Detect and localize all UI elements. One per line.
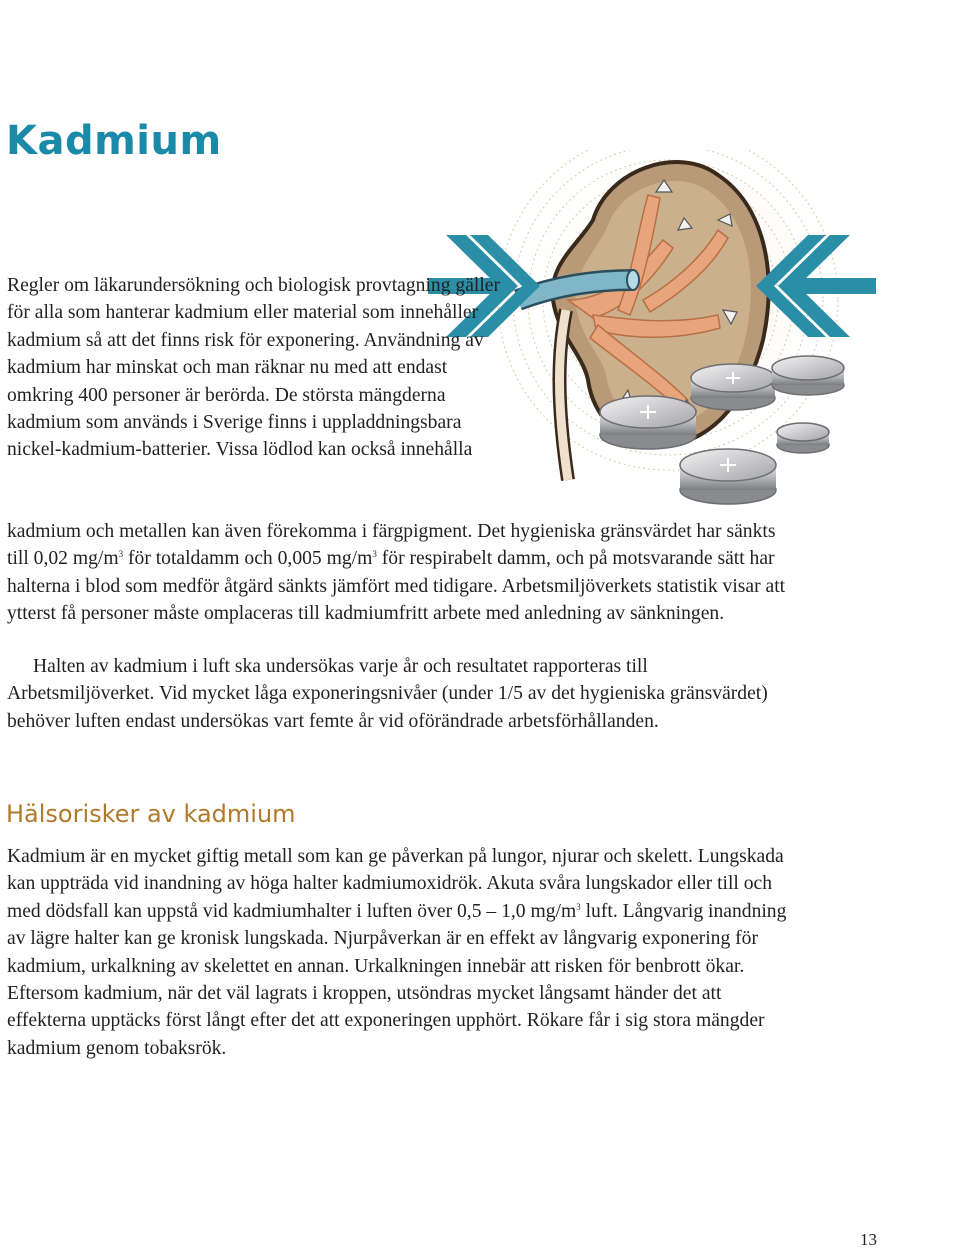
page-title: Kadmium	[6, 118, 222, 164]
page-number: 13	[860, 1230, 877, 1249]
superscript-3: 3	[576, 901, 581, 912]
paragraph-health-risks: Kadmium är en mycket giftig metall som kan ge påverkan på lungor, njurar och skelett. Lungskada kan uppträda vid inandning av höga halter kadmiumoxidrök. Akuta svåra lungskador eller till och med dödsfall kan uppstå vid kadmiumhalter i luften över 0,5 – 1,0 $mg/m^3$ luft. Långvarig inandning av lägre halter kan ge kronisk lungskada. Njurpåverkan är en effekt av långvarig exponering för kadmium, urkalkning av skelettet en annan. Urkalkningen innebär att risken för benbrott ökar. Eftersom kadmium, när det väl lagrats i kroppen, utsöndras mycket långsamt händer det att effekterna upptäcks först långt efter det att exponeringen upphört. Rökare får i sig stora mängder kadmium genom tobaksrök.	[7, 846, 787, 1059]
ureter	[560, 310, 569, 480]
intro-paragraph: Regler om läkarundersökning och biologisk provtagning gäller för alla som hanterar kadmium eller material som innehåller kadmium så att det finns risk för exponering. Användning av kadmium har minskat och man räknar nu med att endast omkring 400 personer är berörda. De största mängderna kadmium som används i Sverige finns i uppladdningsbara nickel-kadmium-batterier. Vissa lödlod kan också innehålla	[7, 275, 501, 461]
section-heading-health-risks: Hälsorisker av kadmium	[6, 800, 296, 828]
paragraph-air-monitoring: Halten av kadmium i luft ska undersökas varje år och resultatet rapporteras till Arbetsmiljöverket. Vid mycket låga exponeringsnivåer (under 1/5 av det hygieniska gränsvärdet) behöver luften endast undersökas vart femte år vid oförändrade arbetsförhållanden.	[7, 656, 768, 732]
superscript-3: 3	[372, 549, 377, 560]
paragraph-limit-values: kadmium och metallen kan även förekomma i färgpigment. Det hygieniska gränsvärdet har sänkts till 0,02 $mg/m^3$ för totaldamm och 0,005 $mg/m^3$ för respirabelt damm, och på motsvarande sätt har halterna i blod som medför åtgärd sänkts jämfört med tidigare. Arbetsmiljöverkets statistik visar att ytterst få personer måste omplaceras till kadmiumfritt arbete med anledning av sänkningen.	[7, 521, 786, 625]
superscript-3: 3	[118, 549, 124, 560]
